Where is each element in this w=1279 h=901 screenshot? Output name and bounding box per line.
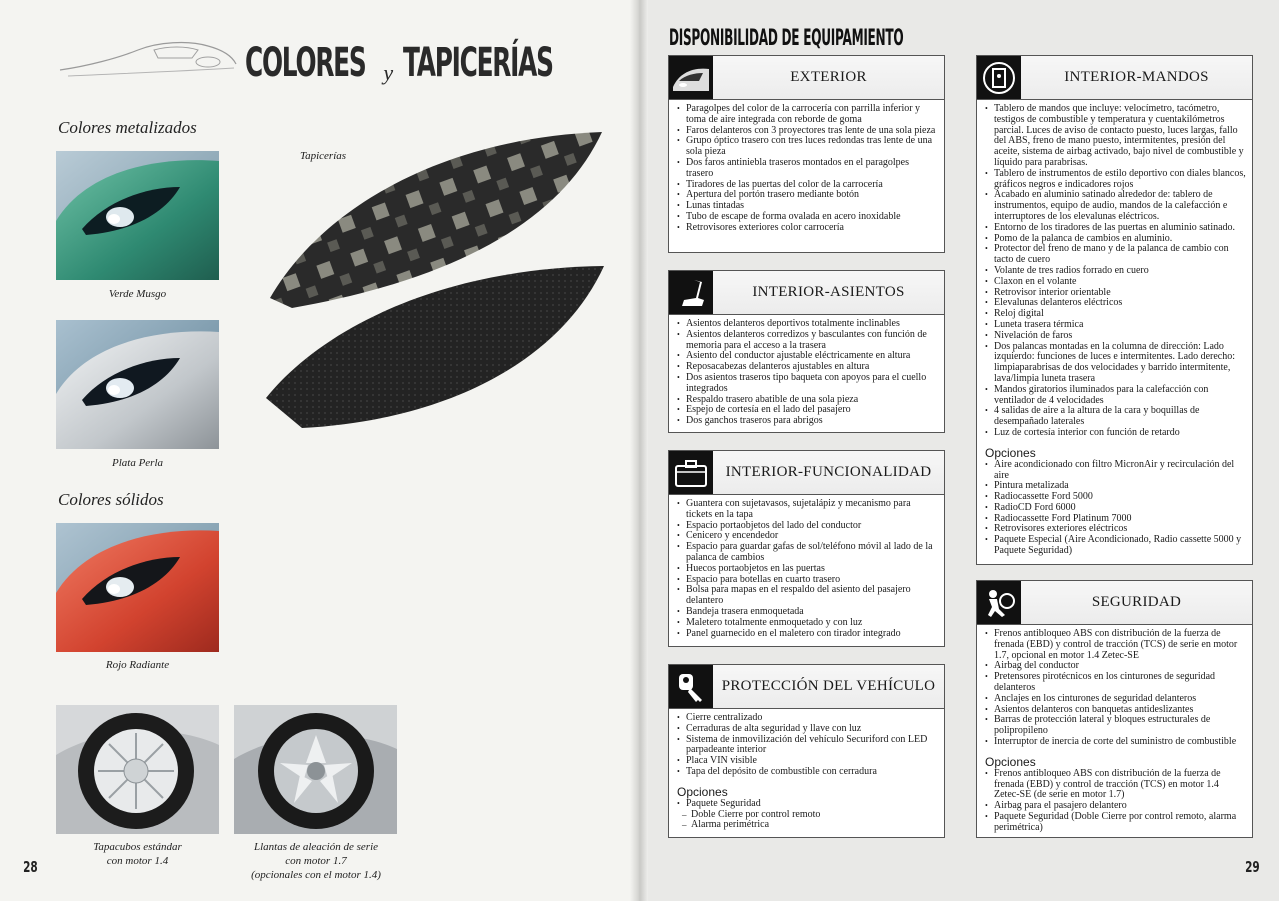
list-item: • Espejo de cortesía en el lado del pasajero [677, 405, 938, 416]
list-item: • Espacio para guardar gafas de sol/teléfono móvil al lado de la palanca de cambios [677, 542, 938, 564]
list-item: • Retrovisor interior orientable [985, 288, 1246, 299]
list-item: • Espacio portaobjetos del lado del conductor [677, 521, 938, 532]
airbag-icon [977, 581, 1021, 624]
list-item: • Entorno de los tiradores de las puertas en aluminio satinado. [985, 223, 1246, 234]
book-spine [630, 0, 648, 901]
list-item: • Nivelación de faros [985, 331, 1246, 342]
list-item: • Paquete Seguridad [677, 799, 938, 810]
list-item: • Dos palancas montadas en la columna de dirección: Lado izquierdo: funciones de luces e intermitentes. Lado derecho: limpiaparabrisas de dos velocidades y barrido intermitente, lava/limpia luneta trasera [985, 342, 1246, 385]
list-item: • Luz de cortesía interior con función de retardo [985, 428, 1246, 439]
list-item: • Asientos delanteros corredizos y basculantes con función de memoria para el acceso a la trasera [677, 330, 938, 352]
panel-proteccion-header [669, 665, 944, 709]
list-item: • Frenos antibloqueo ABS con distribución de la fuerza de frenada (EBD) y control de tracción (TCS) de serie en motor 1.7, opcional en motor 1.4 Zetec-SE [985, 629, 1246, 661]
panel-proteccion-title: PROTECCIÓN DEL VEHÍCULO [713, 665, 944, 708]
list-item: • Paquete Seguridad (Doble Cierre por control remoto, alarma perimétrica) [985, 812, 1246, 834]
list-item: • Acabado en aluminio satinado alrededor de: tablero de instrumentos, equipo de audio, mandos de la calefacción e interruptores de los elevalunas eléctricos. [985, 190, 1246, 222]
list-item: • Pomo de la palanca de cambios en aluminio. [985, 234, 1246, 245]
list-item: • Claxon en el volante [985, 277, 1246, 288]
list-item: • Radiocassette Ford Platinum 7000 [985, 514, 1246, 525]
list-item: • Respaldo trasero abatible de una sola pieza [677, 395, 938, 406]
list-item: • Asientos delanteros deportivos totalmente inclinables [677, 319, 938, 330]
seguridad-list [977, 625, 1252, 754]
panel-mandos-title: INTERIOR-MANDOS [1021, 56, 1252, 99]
list-item: • Barras de protección lateral y bloques estructurales de polipropileno [985, 715, 1246, 737]
page-title [245, 34, 645, 86]
panel-asientos-header [669, 271, 944, 315]
upholstery-fabric-samples [262, 128, 607, 438]
list-sub-item: – Doble Cierre por control remoto [677, 810, 938, 821]
panel-seguridad-header [977, 581, 1252, 625]
caption-hubcap-line-1: Tapacubos estándar [93, 841, 182, 853]
car-silhouette-icon [58, 36, 238, 82]
swatch-plata-perla [56, 320, 219, 449]
list-item: • Huecos portaobjetos en las puertas [677, 564, 938, 575]
exterior-list [669, 100, 944, 240]
list-item: • Sistema de inmovilización del vehículo Securiford con LED parpadeante interior [677, 735, 938, 757]
list-item: • Retrovisores exteriores eléctricos [985, 524, 1246, 535]
page-number-right: 29 [1245, 858, 1260, 876]
left-page [0, 0, 636, 901]
title-tapicerias: TAPICERÍAS [403, 40, 553, 86]
list-item: • Pintura metalizada [985, 481, 1246, 492]
caption-hubcap [56, 840, 219, 868]
panel-asientos-title: INTERIOR-ASIENTOS [713, 271, 944, 314]
list-item: • Airbag del conductor [985, 661, 1246, 672]
list-item: • Volante de tres radios forrado en cuero [985, 266, 1246, 277]
panel-interior-asientos [668, 270, 945, 433]
seguridad-options-list [977, 769, 1252, 840]
swatch-rojo-radiante [56, 523, 219, 652]
seat-icon [669, 271, 713, 314]
panel-funcionalidad-title: INTERIOR-FUNCIONALIDAD [713, 451, 944, 494]
car-front-icon [669, 56, 713, 99]
dashboard-icon [977, 56, 1021, 99]
list-item: • RadioCD Ford 6000 [985, 503, 1246, 514]
list-item: • Bolsa para mapas en el respaldo del asiento del pasajero delantero [677, 585, 938, 607]
caption-hubcap-line-2: con motor 1.4 [106, 855, 169, 867]
mandos-list [977, 100, 1252, 445]
list-item: • Dos faros antiniebla traseros montados en el paragolpes trasero [677, 158, 938, 180]
list-item: • Paragolpes del color de la carrocería con parrilla inferior y toma de aire integrada con reborde de goma [677, 104, 938, 126]
list-item: • Tablero de mandos que incluye: velocímetro, tacómetro, testigos de combustible y temperatura y cuentakilómetros parcial. Luces de aviso de contacto puesto, luces largas, fallo del ABS, freno de mano puesto, intermitentes, presión del aceite, sistema de airbag activado, bajo nivel de combustible y líquido para parabrisas. [985, 104, 1246, 169]
title-colores: COLORES [245, 40, 366, 86]
metallic-colors-heading: Colores metalizados [58, 118, 197, 137]
proteccion-list [669, 709, 944, 784]
caption-alloy-line-1: Llantas de aleación de serie [253, 841, 379, 853]
caption-verde-musgo: Verde Musgo [108, 288, 167, 300]
list-item: • Aire acondicionado con filtro MicronAir y recirculación del aire [985, 460, 1246, 482]
list-item: • Apertura del portón trasero mediante botón [677, 190, 938, 201]
proteccion-options-heading: Opciones [677, 784, 728, 799]
list-item: • Protector del freno de mano y de la palanca de cambio con tacto de cuero [985, 244, 1246, 266]
list-item: • Cierre centralizado [677, 713, 938, 724]
panel-proteccion [668, 664, 945, 838]
list-item: • Faros delanteros con 3 proyectores tras lente de una sola pieza [677, 126, 938, 137]
panel-exterior-title: EXTERIOR [713, 56, 944, 99]
briefcase-icon [669, 451, 713, 494]
list-item: • Guantera con sujetavasos, sujetalápiz y mecanismo para tickets en la tapa [677, 499, 938, 521]
caption-alloy-line-3: (opcionales con el motor 1.4) [251, 869, 381, 881]
list-item: • Cerraduras de alta seguridad y llave con luz [677, 724, 938, 735]
panel-interior-funcionalidad [668, 450, 945, 647]
panel-exterior [668, 55, 945, 253]
panel-exterior-header [669, 56, 944, 100]
panel-interior-mandos [976, 55, 1253, 565]
seguridad-options-heading: Opciones [985, 754, 1036, 769]
mandos-options-heading: Opciones [985, 445, 1036, 460]
panel-seguridad-title: SEGURIDAD [1021, 581, 1252, 624]
caption-rojo-radiante: Rojo Radiante [105, 659, 170, 671]
list-item: • Reposacabezas delanteros ajustables en altura [677, 362, 938, 373]
wheel-hubcap-image [56, 705, 219, 834]
list-item: • Reloj digital [985, 309, 1246, 320]
list-sub-item: – Alarma perimétrica [677, 820, 938, 831]
mandos-options-list [977, 460, 1252, 563]
list-item: • Mandos giratorios iluminados para la calefacción con ventilador de 4 velocidades [985, 385, 1246, 407]
swatch-verde-musgo [56, 151, 219, 280]
funcionalidad-list [669, 495, 944, 645]
list-item: • Paquete Especial (Aire Acondicionado, Radio cassette 5000 y Paquete Seguridad) [985, 535, 1246, 557]
panel-funcionalidad-header [669, 451, 944, 495]
proteccion-options-list [669, 799, 944, 837]
panel-mandos-header [977, 56, 1252, 100]
list-item: • Dos ganchos traseros para abrigos [677, 416, 938, 427]
title-y: y [383, 60, 394, 85]
list-item: • Luneta trasera térmica [985, 320, 1246, 331]
list-item: • Retrovisores exteriores color carrocería [677, 223, 938, 234]
wheel-alloy-image [234, 705, 397, 834]
list-item: • Panel guarnecido en el maletero con tirador integrado [677, 629, 938, 640]
list-item: • Radiocassette Ford 5000 [985, 492, 1246, 503]
key-icon [669, 665, 713, 708]
list-item: • Tubo de escape de forma ovalada en acero inoxidable [677, 212, 938, 223]
list-item: • Interruptor de inercia de corte del suministro de combustible [985, 737, 1246, 748]
list-item: • Anclajes en los cinturones de seguridad delanteros [985, 694, 1246, 705]
solid-colors-heading: Colores sólidos [58, 490, 164, 509]
page-number-left: 28 [23, 858, 38, 876]
list-item: • Tiradores de las puertas del color de la carrocería [677, 180, 938, 191]
caption-alloy-line-2: con motor 1.7 [285, 855, 347, 867]
list-item: • Espacio para botellas en cuarto trasero [677, 575, 938, 586]
asientos-list [669, 315, 944, 433]
panel-seguridad [976, 580, 1253, 838]
list-item: • Grupo óptico trasero con tres luces redondas tras lente de una sola pieza [677, 136, 938, 158]
list-item: • Dos asientos traseros tipo baqueta con apoyos para el cuello integrados [677, 373, 938, 395]
list-item: • Lunas tintadas [677, 201, 938, 212]
caption-plata-perla: Plata Perla [111, 457, 164, 469]
list-item: • Tapa del depósito de combustible con cerradura [677, 767, 938, 778]
equipment-title: DISPONIBILIDAD DE EQUIPAMIENTO [669, 26, 904, 51]
upholstery-label: Tapicerías [300, 150, 347, 162]
list-item: • Cenicero y encendedor [677, 531, 938, 542]
list-item: • Bandeja trasera enmoquetada [677, 607, 938, 618]
list-item: • Airbag para el pasajero delantero [985, 801, 1246, 812]
list-item: • Asiento del conductor ajustable eléctricamente en altura [677, 351, 938, 362]
list-item: • 4 salidas de aire a la altura de la cara y boquillas de desempañado laterales [985, 406, 1246, 428]
list-item: • Maletero totalmente enmoquetado y con luz [677, 618, 938, 629]
list-item: • Frenos antibloqueo ABS con distribución de la fuerza de frenada (EBD) y control de tracción (TCS) en motor 1.4 Zetec-SE (de serie en motor 1.7) [985, 769, 1246, 801]
list-item: • Placa VIN visible [677, 756, 938, 767]
caption-alloy [226, 840, 406, 882]
list-item: • Pretensores pirotécnicos en los cinturones de seguridad delanteros [985, 672, 1246, 694]
list-item: • Asientos delanteros con banquetas antideslizantes [985, 705, 1246, 716]
list-item: • Tablero de instrumentos de estilo deportivo con diales blancos, gráficos negros e indicadores rojos [985, 169, 1246, 191]
list-item: • Elevalunas delanteros eléctricos [985, 298, 1246, 309]
